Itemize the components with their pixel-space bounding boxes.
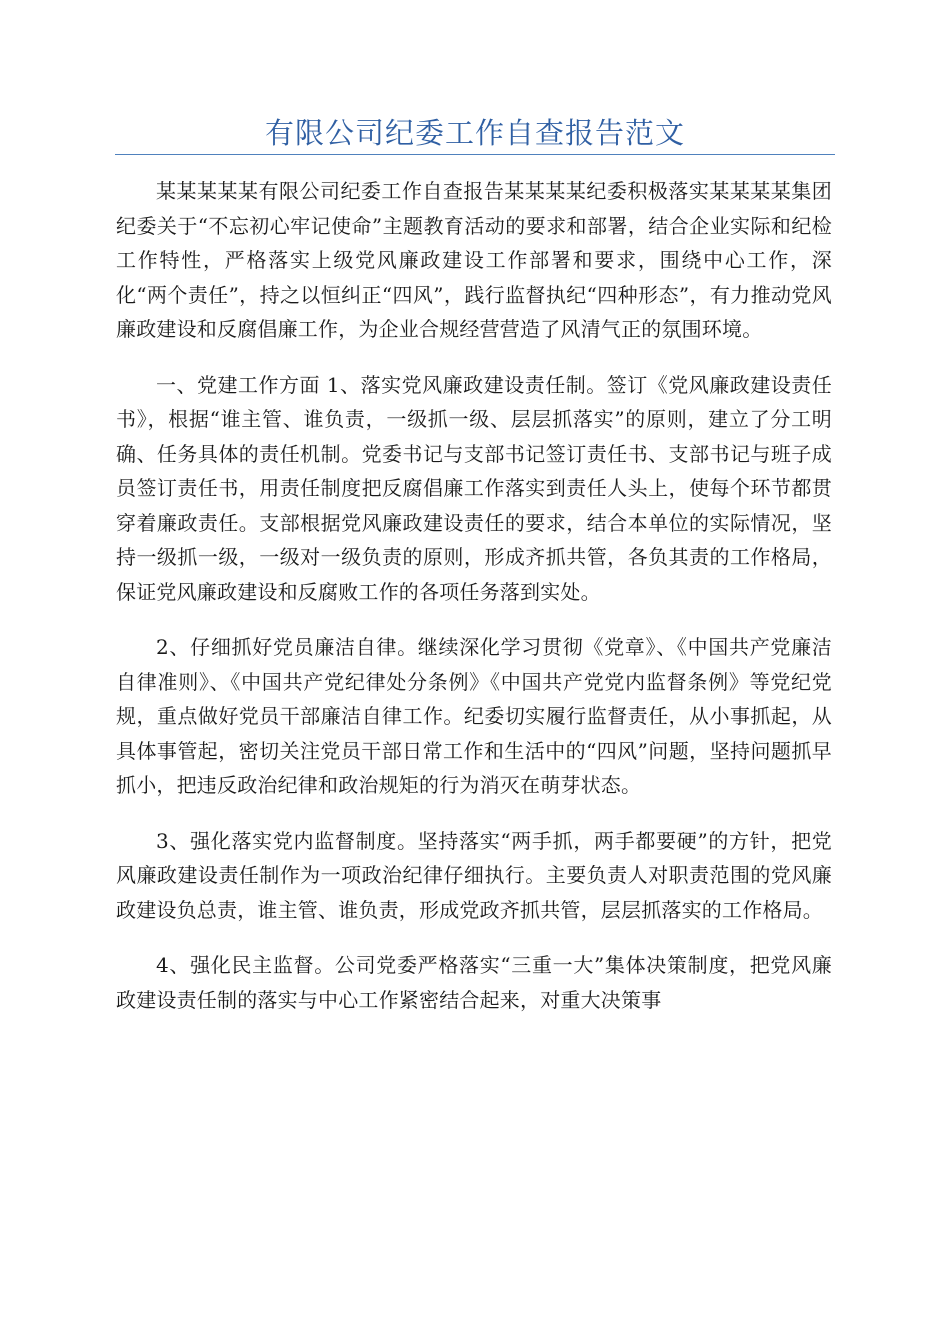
paragraph-item-3: 3、强化落实党内监督制度。坚持落实“两手抓，两手都要硬”的方针，把党风廉政建设责任制作为一项政治纪律仔细执行。主要负责人对职责范围的党风廉政建设负总责，谁主管、谁负责，形成党政齐抓共管，层层抓落实的工作格局。: [116, 828, 832, 922]
paragraph-item-2: 2、仔细抓好党员廉洁自律。继续深化学习贯彻《党章》、《中国共产党廉洁自律准则》、《中国共产党纪律处分条例》《中国共产党党内监督条例》等党纪党规，重点做好党员干部廉洁自律工作。纪委切实履行监督责任，从小事抓起，从具体事管起，密切关注党员干部日常工作和生活中的“四风”问题，坚持问题抓早抓小，把违反政治纪律和政治规矩的行为消灭在萌芽状态。: [116, 635, 832, 797]
title-underline: [115, 154, 835, 155]
paragraph-intro: 某某某某某有限公司纪委工作自查报告某某某某纪委积极落实某某某某集团纪委关于“不忘初心牢记使命”主题教育活动的要求和部署，结合企业实际和纪检工作特性，严格落实上级党风廉政建设工作部署和要求，围绕中心工作，深化“两个责任”，持之以恒纠正“四风”，践行监督执纪“四种形态”，有力推动党风廉政建设和反腐倡廉工作，为企业合规经营营造了风清气正的氛围环境。: [116, 179, 832, 341]
document-title: 有限公司纪委工作自查报告范文: [264, 116, 685, 150]
paragraph-item-4: 4、强化民主监督。公司党委严格落实“三重一大”集体决策制度，把党风廉政建设责任制的落实与中心工作紧密结合起来，对重大决策事: [116, 953, 832, 1012]
paragraph-section-1: 一、党建工作方面 1、落实党风廉政建设责任制。签订《党风廉政建设责任书》，根据“谁主管、谁负责，一级抓一级、层层抓落实”的原则，建立了分工明确、任务具体的责任机制。党委书记与支部书记签订责任书、支部书记与班子成员签订责任书，用责任制度把反腐倡廉工作落实到责任人头上，使每个环节都贯穿着廉政责任。支部根据党风廉政建设责任的要求，结合本单位的实际情况，坚持一级抓一级，一级对一级负责的原则，形成齐抓共管，各负其责的工作格局，保证党风廉政建设和反腐败工作的各项任务落到实处。: [116, 372, 832, 604]
document-body: [116, 174, 832, 1038]
